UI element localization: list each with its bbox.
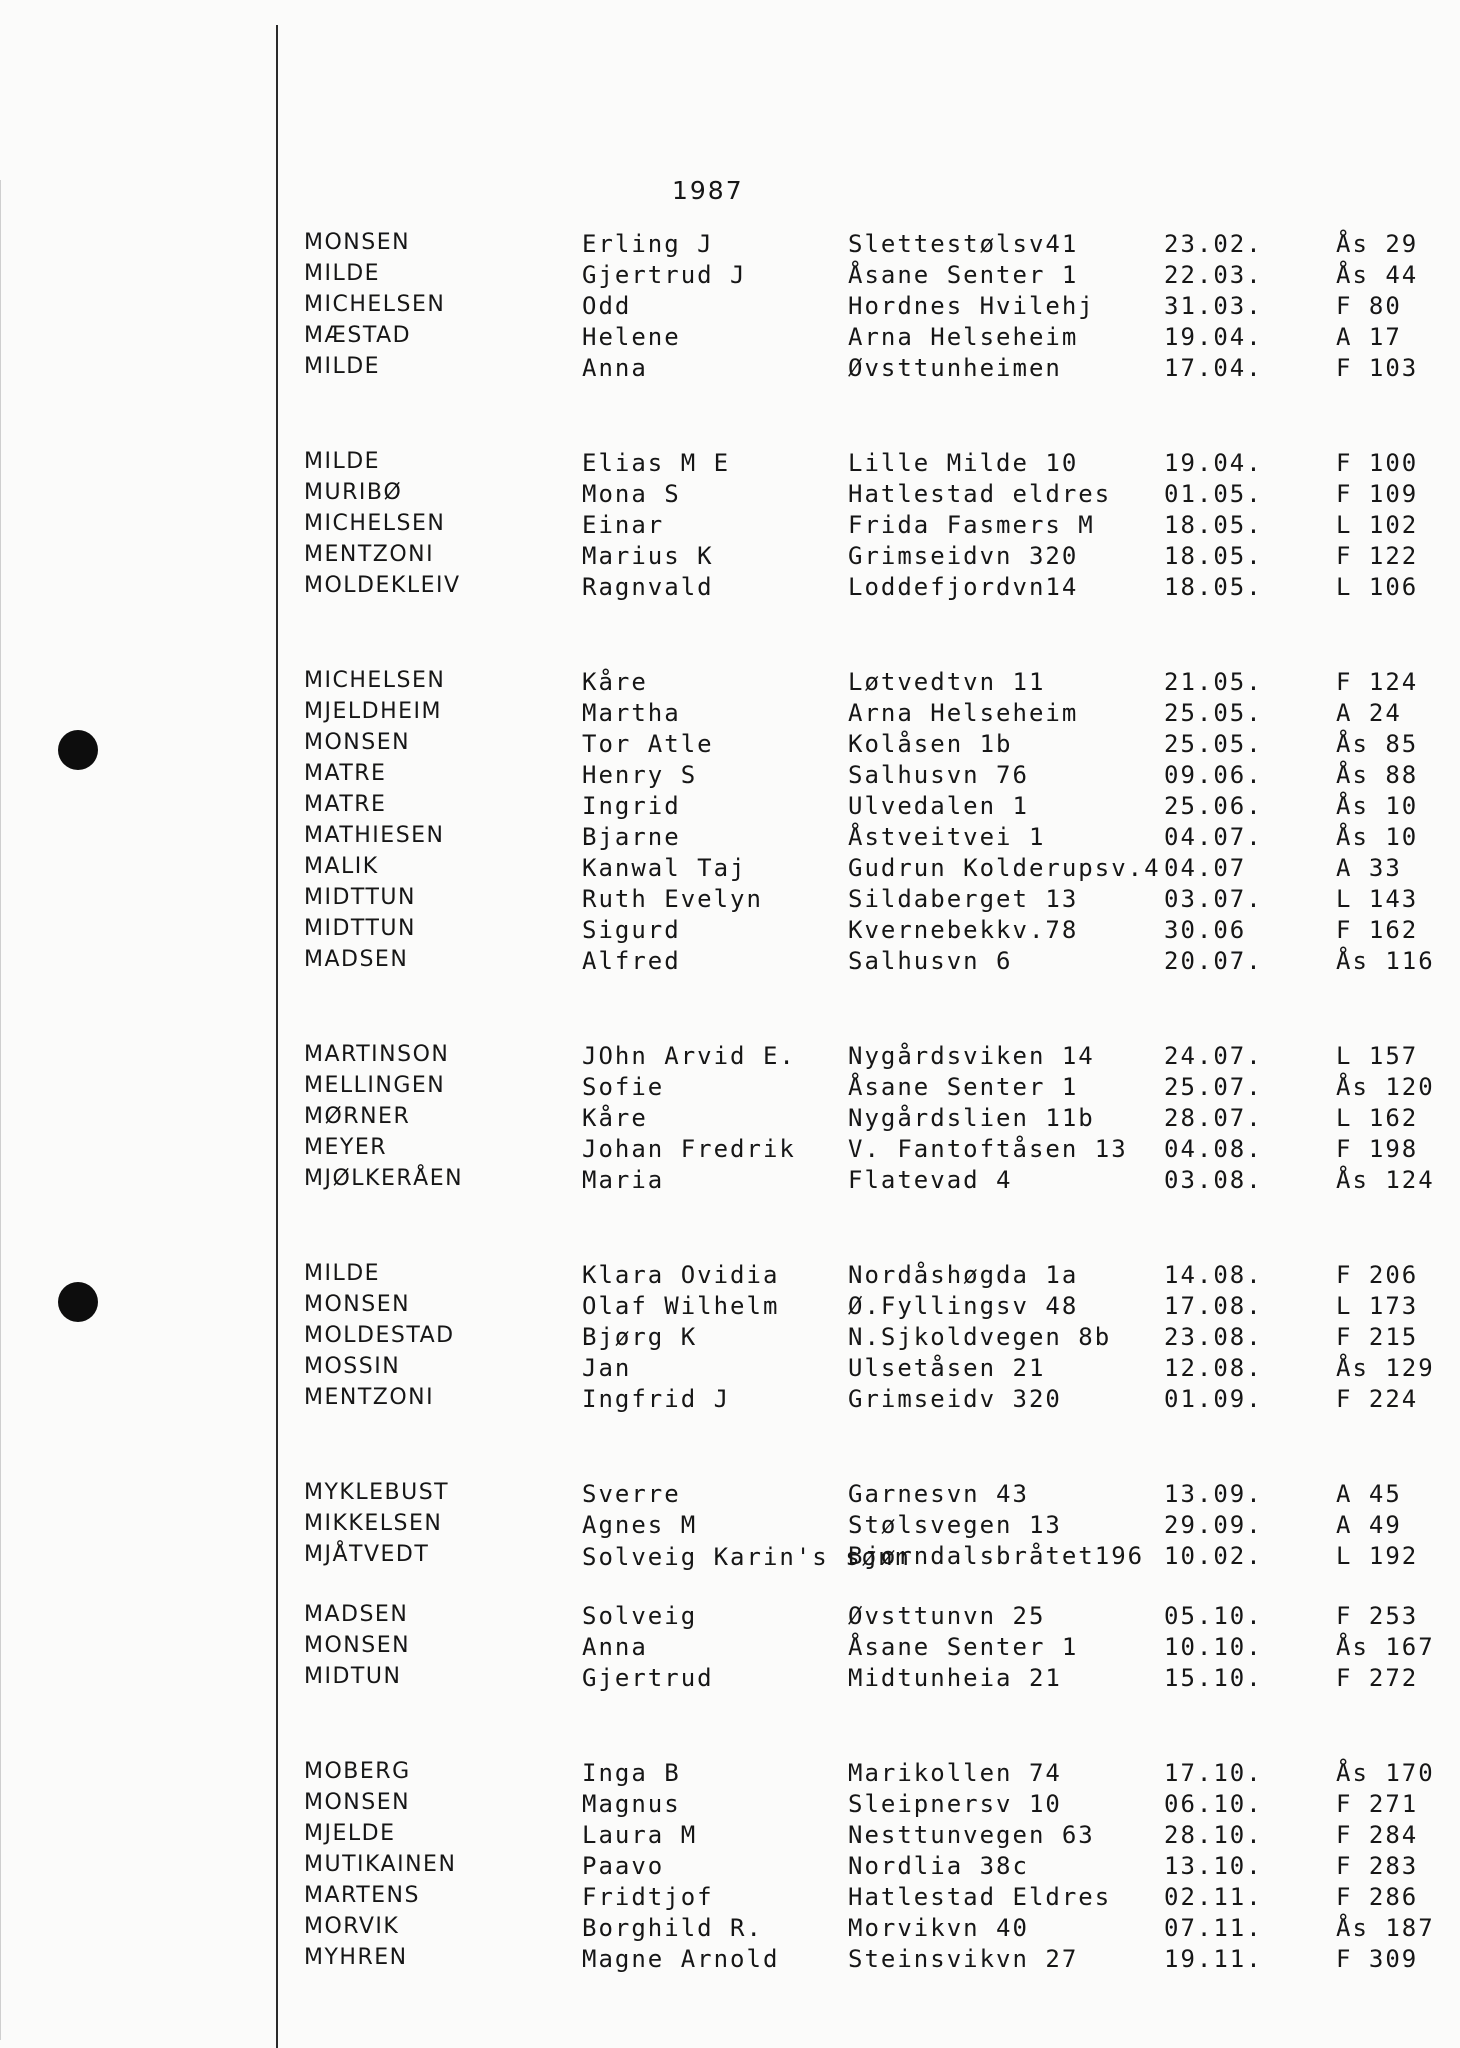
given-name: Kåre	[582, 668, 648, 696]
code: A 17	[1336, 323, 1402, 351]
address: Garnesvn 43	[848, 1480, 1029, 1508]
address: Slettestølsv41	[848, 230, 1079, 258]
address: Ulvedalen 1	[848, 792, 1029, 820]
given-name: Laura M	[582, 1821, 698, 1849]
address: Morvikvn 40	[848, 1914, 1029, 1942]
entry-group	[296, 1480, 1460, 1695]
given-name: Kanwal Taj	[582, 854, 747, 882]
entry-group	[296, 1042, 1460, 1197]
surname: MALIK	[304, 854, 379, 879]
table-row	[296, 1480, 1460, 1511]
punch-hole	[58, 1282, 98, 1322]
surname: MATRE	[304, 761, 387, 786]
address: Nordlia 38c	[848, 1852, 1029, 1880]
address: Åstveitvei 1	[848, 823, 1046, 851]
given-name: Solveig Karin's sønn	[582, 1543, 911, 1571]
date: 01.09.	[1164, 1385, 1263, 1413]
code: Ås 29	[1336, 230, 1419, 258]
address: Flatevad 4	[848, 1166, 1013, 1194]
date: 18.05.	[1164, 573, 1263, 601]
table-row	[296, 854, 1460, 885]
date: 06.10.	[1164, 1790, 1263, 1818]
code: Ås 167	[1336, 1633, 1435, 1661]
surname: MORVIK	[304, 1914, 400, 1939]
date: 02.11.	[1164, 1883, 1263, 1911]
date: 25.07.	[1164, 1073, 1263, 1101]
date: 23.08.	[1164, 1323, 1263, 1351]
given-name: Sofie	[582, 1073, 665, 1101]
code: Ås 170	[1336, 1759, 1435, 1787]
table-row	[296, 1073, 1460, 1104]
address: Arna Helseheim	[848, 323, 1079, 351]
given-name: Kåre	[582, 1104, 648, 1132]
address: Frida Fasmers M	[848, 511, 1095, 539]
table-row	[296, 1759, 1460, 1790]
given-name: Inga B	[582, 1759, 681, 1787]
given-name: Bjørg K	[582, 1323, 698, 1351]
given-name: Henry S	[582, 761, 698, 789]
surname: MICHELSEN	[304, 292, 446, 317]
address: Nygårdslien 11b	[848, 1104, 1095, 1132]
address: Grimseidv 320	[848, 1385, 1062, 1413]
address: Øvsttunvn 25	[848, 1602, 1046, 1630]
table-row	[296, 1292, 1460, 1323]
given-name: Magnus	[582, 1790, 681, 1818]
address: Sleipnersv 10	[848, 1790, 1062, 1818]
surname: MENTZONI	[304, 1385, 435, 1410]
margin-line	[276, 25, 278, 2048]
surname: MIDTTUN	[304, 885, 416, 910]
date: 25.05.	[1164, 699, 1263, 727]
date: 12.08.	[1164, 1354, 1263, 1382]
table-row	[296, 449, 1460, 480]
code: L 143	[1336, 885, 1419, 913]
given-name: Erling J	[582, 230, 714, 258]
given-name: Fridtjof	[582, 1883, 714, 1911]
table-row	[296, 542, 1460, 573]
surname: MYHREN	[304, 1945, 408, 1970]
address: Ø.Fyllingsv 48	[848, 1292, 1079, 1320]
date: 14.08.	[1164, 1261, 1263, 1289]
table-row	[296, 230, 1460, 261]
entry-group	[296, 1759, 1460, 1976]
date: 19.04.	[1164, 323, 1263, 351]
given-name: Sigurd	[582, 916, 681, 944]
surname: MONSEN	[304, 230, 411, 255]
table-row	[296, 1135, 1460, 1166]
entry-group	[296, 668, 1460, 978]
surname: MENTZONI	[304, 542, 435, 567]
table-row	[296, 1511, 1460, 1542]
address: Åsane Senter 1	[848, 1073, 1079, 1101]
date: 04.07.	[1164, 823, 1263, 851]
table-row	[296, 1945, 1460, 1976]
date: 24.07.	[1164, 1042, 1263, 1070]
date: 23.02.	[1164, 230, 1263, 258]
surname: MILDE	[304, 1261, 381, 1286]
code: L 192	[1336, 1542, 1419, 1570]
code: F 124	[1336, 668, 1419, 696]
table-row	[296, 323, 1460, 354]
date: 18.05.	[1164, 511, 1263, 539]
table-row	[296, 792, 1460, 823]
table-row	[296, 1104, 1460, 1135]
address: Hatlestad eldres	[848, 480, 1112, 508]
address: Åsane Senter 1	[848, 1633, 1079, 1661]
given-name: JOhn Arvid E.	[582, 1042, 796, 1070]
given-name: Olaf Wilhelm	[582, 1292, 780, 1320]
surname: MADSEN	[304, 947, 409, 972]
code: F 224	[1336, 1385, 1419, 1413]
given-name: Tor Atle	[582, 730, 714, 758]
address: Midtunheia 21	[848, 1664, 1062, 1692]
surname: MOLDEKLEIV	[304, 573, 461, 598]
date: 03.07.	[1164, 885, 1263, 913]
given-name: Elias M E	[582, 449, 731, 477]
table-row	[296, 699, 1460, 730]
date: 04.07	[1164, 854, 1247, 882]
table-row	[296, 730, 1460, 761]
surname: MARTENS	[304, 1883, 420, 1908]
surname: MONSEN	[304, 1790, 411, 1815]
code: F 286	[1336, 1883, 1419, 1911]
table-row	[296, 1542, 1460, 1602]
table-row	[296, 1602, 1460, 1633]
address: Ulsetåsen 21	[848, 1354, 1046, 1382]
table-row	[296, 1042, 1460, 1073]
given-name: Bjarne	[582, 823, 681, 851]
address: Grimseidvn 320	[848, 542, 1079, 570]
address: Stølsvegen 13	[848, 1511, 1062, 1539]
surname: MATRE	[304, 792, 387, 817]
date: 29.09.	[1164, 1511, 1263, 1539]
table-row	[296, 1261, 1460, 1292]
surname: MØRNER	[304, 1104, 411, 1129]
code: F 272	[1336, 1664, 1419, 1692]
address: Arna Helseheim	[848, 699, 1079, 727]
surname: MICHELSEN	[304, 668, 446, 693]
page-edge-shadow	[0, 180, 1, 2040]
given-name: Odd	[582, 292, 632, 320]
surname: MUTIKAINEN	[304, 1852, 457, 1877]
date: 15.10.	[1164, 1664, 1263, 1692]
surname: MIKKELSEN	[304, 1511, 443, 1536]
date: 13.09.	[1164, 1480, 1263, 1508]
table-row	[296, 1664, 1460, 1695]
code: Ås 10	[1336, 823, 1419, 851]
code: F 283	[1336, 1852, 1419, 1880]
code: Ås 124	[1336, 1166, 1435, 1194]
table-row	[296, 1385, 1460, 1416]
date: 19.04.	[1164, 449, 1263, 477]
table-row	[296, 1323, 1460, 1354]
code: Ås 88	[1336, 761, 1419, 789]
table-row	[296, 292, 1460, 323]
given-name: Jan	[582, 1354, 632, 1382]
address: Salhusvn 76	[848, 761, 1029, 789]
date: 21.05.	[1164, 668, 1263, 696]
code: Ås 187	[1336, 1914, 1435, 1942]
date: 28.10.	[1164, 1821, 1263, 1849]
given-name: Maria	[582, 1166, 665, 1194]
code: F 215	[1336, 1323, 1419, 1351]
date: 10.10.	[1164, 1633, 1263, 1661]
code: F 309	[1336, 1945, 1419, 1973]
given-name: Helene	[582, 323, 681, 351]
address: Åsane Senter 1	[848, 261, 1079, 289]
page-year: 1987	[672, 176, 744, 205]
given-name: Borghild R.	[582, 1914, 763, 1942]
given-name: Ingfrid J	[582, 1385, 731, 1413]
surname: MOSSIN	[304, 1354, 401, 1379]
address: Salhusvn 6	[848, 947, 1013, 975]
date: 20.07.	[1164, 947, 1263, 975]
table-row	[296, 1790, 1460, 1821]
surname: MOBERG	[304, 1759, 411, 1784]
table-row	[296, 1354, 1460, 1385]
table-row	[296, 761, 1460, 792]
address: Sildaberget 13	[848, 885, 1079, 913]
surname: MATHIESEN	[304, 823, 445, 848]
date: 04.08.	[1164, 1135, 1263, 1163]
surname: MONSEN	[304, 730, 411, 755]
table-row	[296, 1166, 1460, 1197]
code: L 106	[1336, 573, 1419, 601]
surname: MELLINGEN	[304, 1073, 446, 1098]
date: 31.03.	[1164, 292, 1263, 320]
code: F 253	[1336, 1602, 1419, 1630]
code: L 157	[1336, 1042, 1419, 1070]
given-name: Anna	[582, 354, 648, 382]
table-row	[296, 1821, 1460, 1852]
date: 07.11.	[1164, 1914, 1263, 1942]
code: F 162	[1336, 916, 1419, 944]
surname: MICHELSEN	[304, 511, 446, 536]
entry-group	[296, 230, 1460, 385]
surname: MILDE	[304, 261, 381, 286]
given-name: Gjertrud J	[582, 261, 747, 289]
code: A 49	[1336, 1511, 1402, 1539]
given-name: Ruth Evelyn	[582, 885, 763, 913]
address: Hatlestad Eldres	[848, 1883, 1112, 1911]
table-row	[296, 261, 1460, 292]
address: Gudrun Kolderupsv.4	[848, 854, 1161, 882]
code: L 173	[1336, 1292, 1419, 1320]
address: Løtvedtvn 11	[848, 668, 1046, 696]
given-name: Anna	[582, 1633, 648, 1661]
date: 28.07.	[1164, 1104, 1263, 1132]
code: F 206	[1336, 1261, 1419, 1289]
date: 17.08.	[1164, 1292, 1263, 1320]
code: L 102	[1336, 511, 1419, 539]
punch-hole	[58, 730, 98, 770]
surname: MÆSTAD	[304, 323, 412, 348]
entry-group	[296, 1261, 1460, 1416]
code: F 198	[1336, 1135, 1419, 1163]
table-row	[296, 354, 1460, 385]
date: 17.04.	[1164, 354, 1263, 382]
surname: MILDE	[304, 449, 381, 474]
date: 30.06	[1164, 916, 1247, 944]
surname: MJÅTVEDT	[304, 1542, 430, 1567]
given-name: Klara Ovidia	[582, 1261, 780, 1289]
code: F 271	[1336, 1790, 1419, 1818]
surname: MADSEN	[304, 1602, 409, 1627]
table-row	[296, 823, 1460, 854]
surname: MJELDE	[304, 1821, 396, 1846]
table-row	[296, 1914, 1460, 1945]
date: 25.05.	[1164, 730, 1263, 758]
code: Ås 10	[1336, 792, 1419, 820]
address: Nesttunvegen 63	[848, 1821, 1095, 1849]
table-row	[296, 1852, 1460, 1883]
surname: MYKLEBUST	[304, 1480, 450, 1505]
code: Ås 120	[1336, 1073, 1435, 1101]
table-row	[296, 1883, 1460, 1914]
code: F 103	[1336, 354, 1419, 382]
given-name: Gjertrud	[582, 1664, 714, 1692]
given-name: Sverre	[582, 1480, 681, 1508]
code: F 100	[1336, 449, 1419, 477]
table-row	[296, 885, 1460, 916]
table-row	[296, 511, 1460, 542]
table-row	[296, 916, 1460, 947]
given-name: Martha	[582, 699, 681, 727]
code: L 162	[1336, 1104, 1419, 1132]
surname: MURIBØ	[304, 480, 403, 505]
address: Marikollen 74	[848, 1759, 1062, 1787]
code: F 80	[1336, 292, 1402, 320]
table-row	[296, 947, 1460, 978]
surname: MIDTTUN	[304, 916, 416, 941]
surname: MIDTUN	[304, 1664, 402, 1689]
surname: MJELDHEIM	[304, 699, 442, 724]
code: Ås 44	[1336, 261, 1419, 289]
surname: MEYER	[304, 1135, 388, 1160]
register-table	[296, 230, 1460, 2040]
date: 03.08.	[1164, 1166, 1263, 1194]
address: Kvernebekkv.78	[848, 916, 1079, 944]
address: Bjørndalsbråtet196	[848, 1542, 1145, 1570]
date: 05.10.	[1164, 1602, 1263, 1630]
code: A 33	[1336, 854, 1402, 882]
code: F 284	[1336, 1821, 1419, 1849]
address: Kolåsen 1b	[848, 730, 1013, 758]
address: Lille Milde 10	[848, 449, 1079, 477]
date: 17.10.	[1164, 1759, 1263, 1787]
given-name: Ingrid	[582, 792, 681, 820]
code: Ås 116	[1336, 947, 1435, 975]
date: 13.10.	[1164, 1852, 1263, 1880]
table-row	[296, 573, 1460, 604]
address: Øvsttunheimen	[848, 354, 1062, 382]
given-name: Agnes M	[582, 1511, 698, 1539]
code: Ås 129	[1336, 1354, 1435, 1382]
address: Nordåshøgda 1a	[848, 1261, 1079, 1289]
given-name: Paavo	[582, 1852, 665, 1880]
address: Nygårdsviken 14	[848, 1042, 1095, 1070]
entry-group	[296, 449, 1460, 604]
address: Steinsvikvn 27	[848, 1945, 1079, 1973]
address: Hordnes Hvilehj	[848, 292, 1095, 320]
given-name: Marius K	[582, 542, 714, 570]
surname: MJØLKERÅEN	[304, 1166, 464, 1191]
given-name: Ragnvald	[582, 573, 714, 601]
address: N.Sjkoldvegen 8b	[848, 1323, 1112, 1351]
code: A 24	[1336, 699, 1402, 727]
given-name: Alfred	[582, 947, 681, 975]
date: 25.06.	[1164, 792, 1263, 820]
table-row	[296, 668, 1460, 699]
given-name: Einar	[582, 511, 665, 539]
given-name: Solveig	[582, 1602, 698, 1630]
date: 18.05.	[1164, 542, 1263, 570]
date: 01.05.	[1164, 480, 1263, 508]
address: V. Fantoftåsen 13	[848, 1135, 1128, 1163]
surname: MONSEN	[304, 1633, 411, 1658]
surname: MILDE	[304, 354, 381, 379]
surname: MONSEN	[304, 1292, 411, 1317]
date: 10.02.	[1164, 1542, 1263, 1570]
given-name: Johan Fredrik	[582, 1135, 796, 1163]
date: 22.03.	[1164, 261, 1263, 289]
surname: MARTINSON	[304, 1042, 450, 1067]
date: 09.06.	[1164, 761, 1263, 789]
table-row	[296, 480, 1460, 511]
given-name: Mona S	[582, 480, 681, 508]
code: Ås 85	[1336, 730, 1419, 758]
date: 19.11.	[1164, 1945, 1263, 1973]
code: A 45	[1336, 1480, 1402, 1508]
table-row	[296, 1633, 1460, 1664]
code: F 109	[1336, 480, 1419, 508]
given-name: Magne Arnold	[582, 1945, 780, 1973]
surname: MOLDESTAD	[304, 1323, 455, 1348]
address: Loddefjordvn14	[848, 573, 1079, 601]
code: F 122	[1336, 542, 1419, 570]
